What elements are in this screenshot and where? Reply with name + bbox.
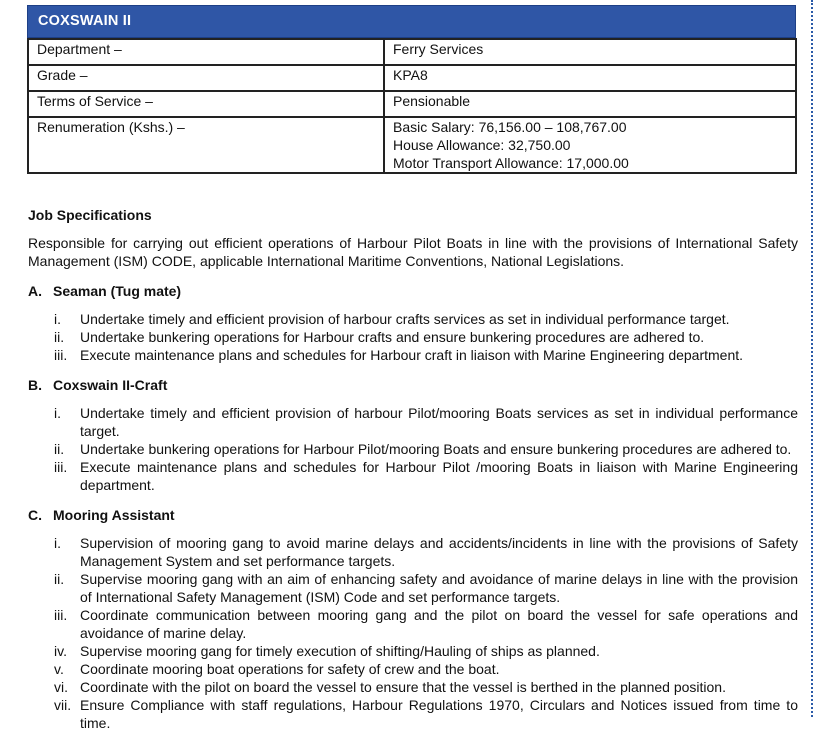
list-item-number: i.: [54, 405, 61, 421]
list-item: [28, 606, 798, 642]
job-title-bar: COXSWAIN II: [27, 5, 796, 38]
transport-allowance: Motor Transport Allowance: 17,000.00: [393, 155, 629, 171]
list-item: [28, 660, 798, 678]
list-item-text: Supervise mooring gang for timely execution of shifting/Hauling of ships as planned.: [80, 643, 600, 659]
list-item-number: iii.: [54, 459, 68, 475]
list-item-text: Undertake timely and efficient provision of harbour Pilot/mooring Boats services as set in individual performance target.: [80, 405, 798, 439]
list-item-number: i.: [54, 311, 61, 327]
list-item: [28, 696, 798, 732]
table-row: [28, 65, 796, 91]
grade-label: Grade –: [28, 65, 384, 91]
list-item-number: v.: [54, 661, 64, 677]
list-item-number: ii.: [54, 441, 65, 457]
list-item: [28, 642, 798, 660]
section-letter: A.: [28, 283, 42, 299]
list-item-number: i.: [54, 535, 61, 551]
list-item: [28, 310, 798, 328]
list-item: [28, 346, 798, 364]
list-item-text: Execute maintenance plans and schedules for Harbour Pilot /mooring Boats in liaison with Marine Engineering department.: [80, 459, 798, 493]
house-allowance: House Allowance: 32,750.00: [393, 137, 571, 153]
section-heading: [28, 376, 798, 394]
section-list: [28, 534, 798, 732]
section-title: Seaman (Tug mate): [53, 283, 182, 299]
list-item-text: Undertake bunkering operations for Harbour crafts and ensure bunkering procedures are adhered to.: [80, 329, 705, 345]
department-value: Ferry Services: [384, 39, 796, 65]
renumeration-value: [384, 117, 796, 173]
list-item-text: Undertake timely and efficient provision of harbour crafts services as set in individual performance target.: [80, 311, 730, 327]
list-item-number: iv.: [54, 643, 67, 659]
list-item: [28, 570, 798, 606]
section-list: [28, 404, 798, 494]
department-label: Department –: [28, 39, 384, 65]
section-letter: C.: [28, 507, 42, 523]
section-list: [28, 310, 798, 364]
basic-salary: Basic Salary: 76,156.00 – 108,767.00: [393, 119, 627, 135]
list-item: [28, 404, 798, 440]
section-title: Mooring Assistant: [53, 507, 175, 523]
table-row: [28, 91, 796, 117]
list-item-number: iii.: [54, 607, 68, 623]
list-item-text: Ensure Compliance with staff regulations, Harbour Regulations 1970, Circulars and Notices issued from time to time.: [80, 697, 798, 731]
section-title: Coxswain II-Craft: [53, 377, 168, 393]
list-item: [28, 440, 798, 458]
list-item-number: iii.: [54, 347, 68, 363]
list-item: [28, 458, 798, 494]
section-heading: [28, 282, 798, 300]
job-info-table: [27, 38, 797, 174]
table-row: [28, 117, 796, 173]
job-spec-heading: Job Specifications: [28, 207, 152, 223]
list-item-text: Coordinate with the pilot on board the vessel to ensure that the vessel is berthed in the planned position.: [80, 679, 726, 695]
grade-value: KPA8: [384, 65, 796, 91]
list-item-text: Coordinate mooring boat operations for safety of crew and the boat.: [80, 661, 500, 677]
page-edge-divider: [811, 0, 813, 717]
list-item-text: Supervise mooring gang with an aim of enhancing safety and avoidance of marine delays in line with the provision of International Safety Management (ISM) Code and set performance targets.: [80, 571, 798, 605]
list-item: [28, 678, 798, 696]
job-spec-content: [28, 206, 798, 732]
terms-value: Pensionable: [384, 91, 796, 117]
job-spec-intro: Responsible for carrying out efficient operations of Harbour Pilot Boats in line with the provisions of International Safety Management (ISM) CODE, applicable International Maritime Conventions, National Legislations.: [28, 235, 798, 269]
list-item-number: ii.: [54, 329, 65, 345]
sections-container: [28, 282, 798, 732]
list-item-text: Coordinate communication between mooring gang and the pilot on board the vessel for safe operations and avoidance of marine delay.: [80, 607, 798, 641]
terms-label: Terms of Service –: [28, 91, 384, 117]
section-letter: B.: [28, 377, 42, 393]
list-item-number: ii.: [54, 571, 65, 587]
list-item-text: Undertake bunkering operations for Harbour Pilot/mooring Boats and ensure bunkering procedures are adhered to.: [80, 441, 792, 457]
section-heading: [28, 506, 798, 524]
list-item-text: Supervision of mooring gang to avoid marine delays and accidents/incidents in line with the provisions of Safety Management System and set performance targets.: [80, 535, 798, 569]
renumeration-label: Renumeration (Kshs.) –: [28, 117, 384, 173]
list-item-number: vii.: [54, 697, 72, 713]
list-item-number: vi.: [54, 679, 68, 695]
list-item-text: Execute maintenance plans and schedules for Harbour craft in liaison with Marine Engineering department.: [80, 347, 744, 363]
list-item: [28, 534, 798, 570]
table-row: [28, 39, 796, 65]
list-item: [28, 328, 798, 346]
